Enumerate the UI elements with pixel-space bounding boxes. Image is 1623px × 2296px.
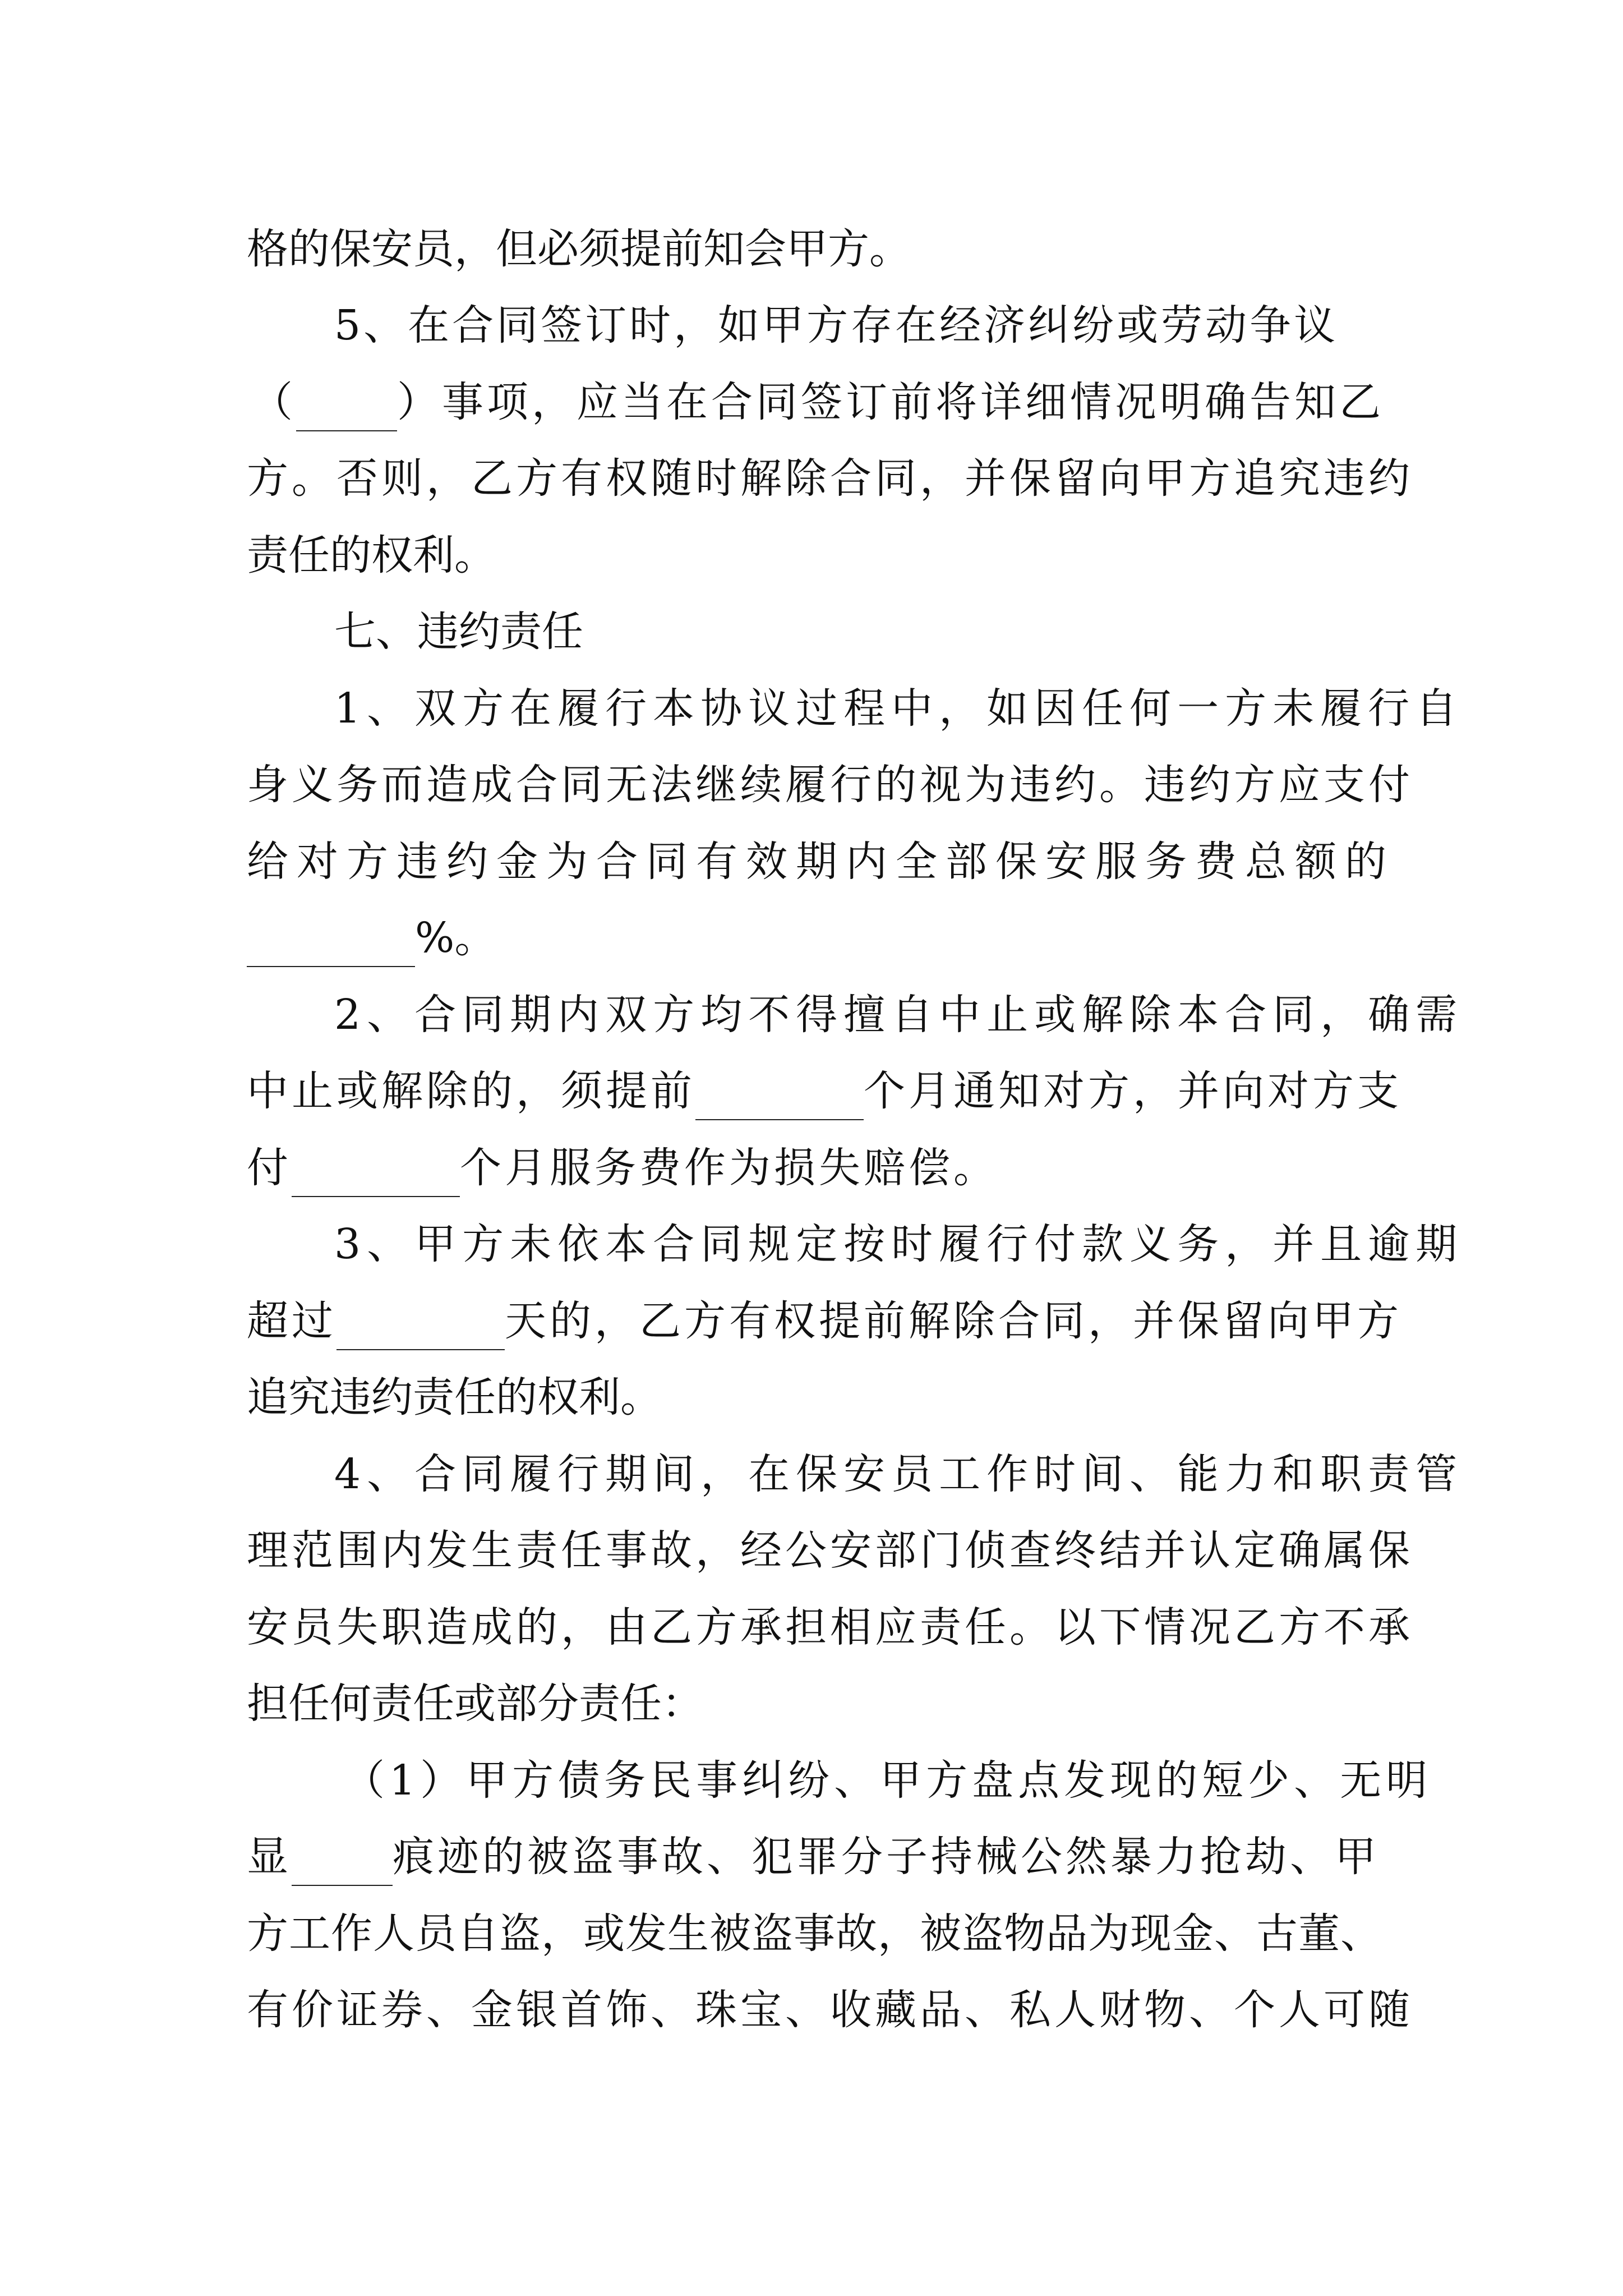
text-span: 显: [247, 1833, 292, 1881]
text-span: 责任的权利。: [247, 531, 496, 579]
text-line: [0, 1052, 1623, 1130]
text-line: [0, 1435, 1623, 1513]
text-span: 追究违约责任的权利。: [247, 1373, 662, 1421]
text-line: [0, 1741, 1623, 1820]
text-span: 个月服务费作为损失赔偿。: [460, 1144, 998, 1192]
text-span: 中止或解除的，须提前: [247, 1067, 695, 1115]
text-span: 有价证券、金银首饰、珠宝、收藏品、私人财物、个人可随: [247, 1986, 1413, 2034]
text-span: 方工作人员自盗，或发生被盗事故，被盗物品为现金、古董、: [247, 1910, 1382, 1958]
text-span: ）事项，应当在合同签订前将详细情况明确告知乙: [397, 378, 1384, 426]
fill-in-blank[interactable]: [336, 1282, 505, 1350]
text-line: [0, 1511, 1623, 1590]
text-span: 2、合同期内双方均不得擅自中止或解除本合同，确需: [334, 991, 1464, 1039]
text-line: [0, 1818, 1623, 1896]
fill-in-blank[interactable]: [292, 1129, 460, 1197]
text-span: 个月通知对方，并向对方支: [864, 1067, 1402, 1115]
text-span: 七、违约责任: [334, 608, 583, 656]
text-span: 方。否则，乙方有权随时解除合同，并保留向甲方追究违约: [247, 454, 1413, 503]
text-span: 天的，乙方有权提前解除合同，并保留向甲方: [505, 1297, 1402, 1345]
text-line: [0, 1358, 1623, 1437]
text-line: [0, 1588, 1623, 1667]
text-line: [0, 439, 1623, 518]
fill-in-blank[interactable]: [292, 1818, 393, 1886]
text-span: 4、合同履行期间，在保安员工作时间、能力和职责管: [334, 1450, 1464, 1498]
text-span: 担任何责任或部分责任：: [247, 1680, 703, 1728]
text-span: 3、甲方未依本合同规定按时履行付款义务，并且逾期: [334, 1220, 1464, 1268]
text-line: [0, 669, 1623, 748]
text-line: [0, 1205, 1623, 1283]
text-span: 给对方违约金为合同有效期内全部保安服务费总额的: [247, 838, 1395, 886]
fill-in-blank[interactable]: [695, 1052, 864, 1120]
text-span: 1、双方在履行本协议过程中，如因任何一方未履行自: [334, 684, 1464, 733]
fill-in-blank[interactable]: [296, 363, 397, 431]
text-line: [0, 1971, 1623, 2049]
text-line: [0, 1129, 1623, 1207]
text-span: 格的保安员，但必须提前知会甲方。: [247, 225, 911, 273]
fill-in-blank[interactable]: [247, 899, 415, 967]
text-line: [0, 210, 1623, 288]
text-line: [0, 363, 1623, 441]
section-heading: [0, 592, 1623, 671]
text-line: [0, 1664, 1623, 1743]
text-span: %。: [415, 914, 496, 962]
text-line: [0, 746, 1623, 824]
text-span: （: [251, 378, 296, 426]
text-span: 安员失职造成的，由乙方承担相应责任。以下情况乙方不承: [247, 1603, 1413, 1651]
text-span: 超过: [247, 1297, 336, 1345]
text-line: [0, 899, 1623, 977]
text-line: [0, 1282, 1623, 1360]
text-span: 付: [247, 1144, 292, 1192]
text-line: [0, 822, 1623, 901]
text-span: 理范围内发生责任事故，经公安部门侦查终结并认定确属保: [247, 1526, 1413, 1575]
text-span: 身义务而造成合同无法继续履行的视为违约。违约方应支付: [247, 761, 1413, 809]
text-line: [0, 1894, 1623, 1973]
text-span: 痕迹的被盗事故、犯罪分子持械公然暴力抢劫、甲: [393, 1833, 1380, 1881]
text-line: [0, 976, 1623, 1054]
text-line: [0, 516, 1623, 595]
text-span: 5、在合同签订时，如甲方存在经济纠纷或劳动争议: [334, 301, 1339, 349]
text-span: （1）甲方债务民事纠纷、甲方盘点发现的短少、无明: [343, 1756, 1432, 1805]
text-line: [0, 286, 1623, 365]
